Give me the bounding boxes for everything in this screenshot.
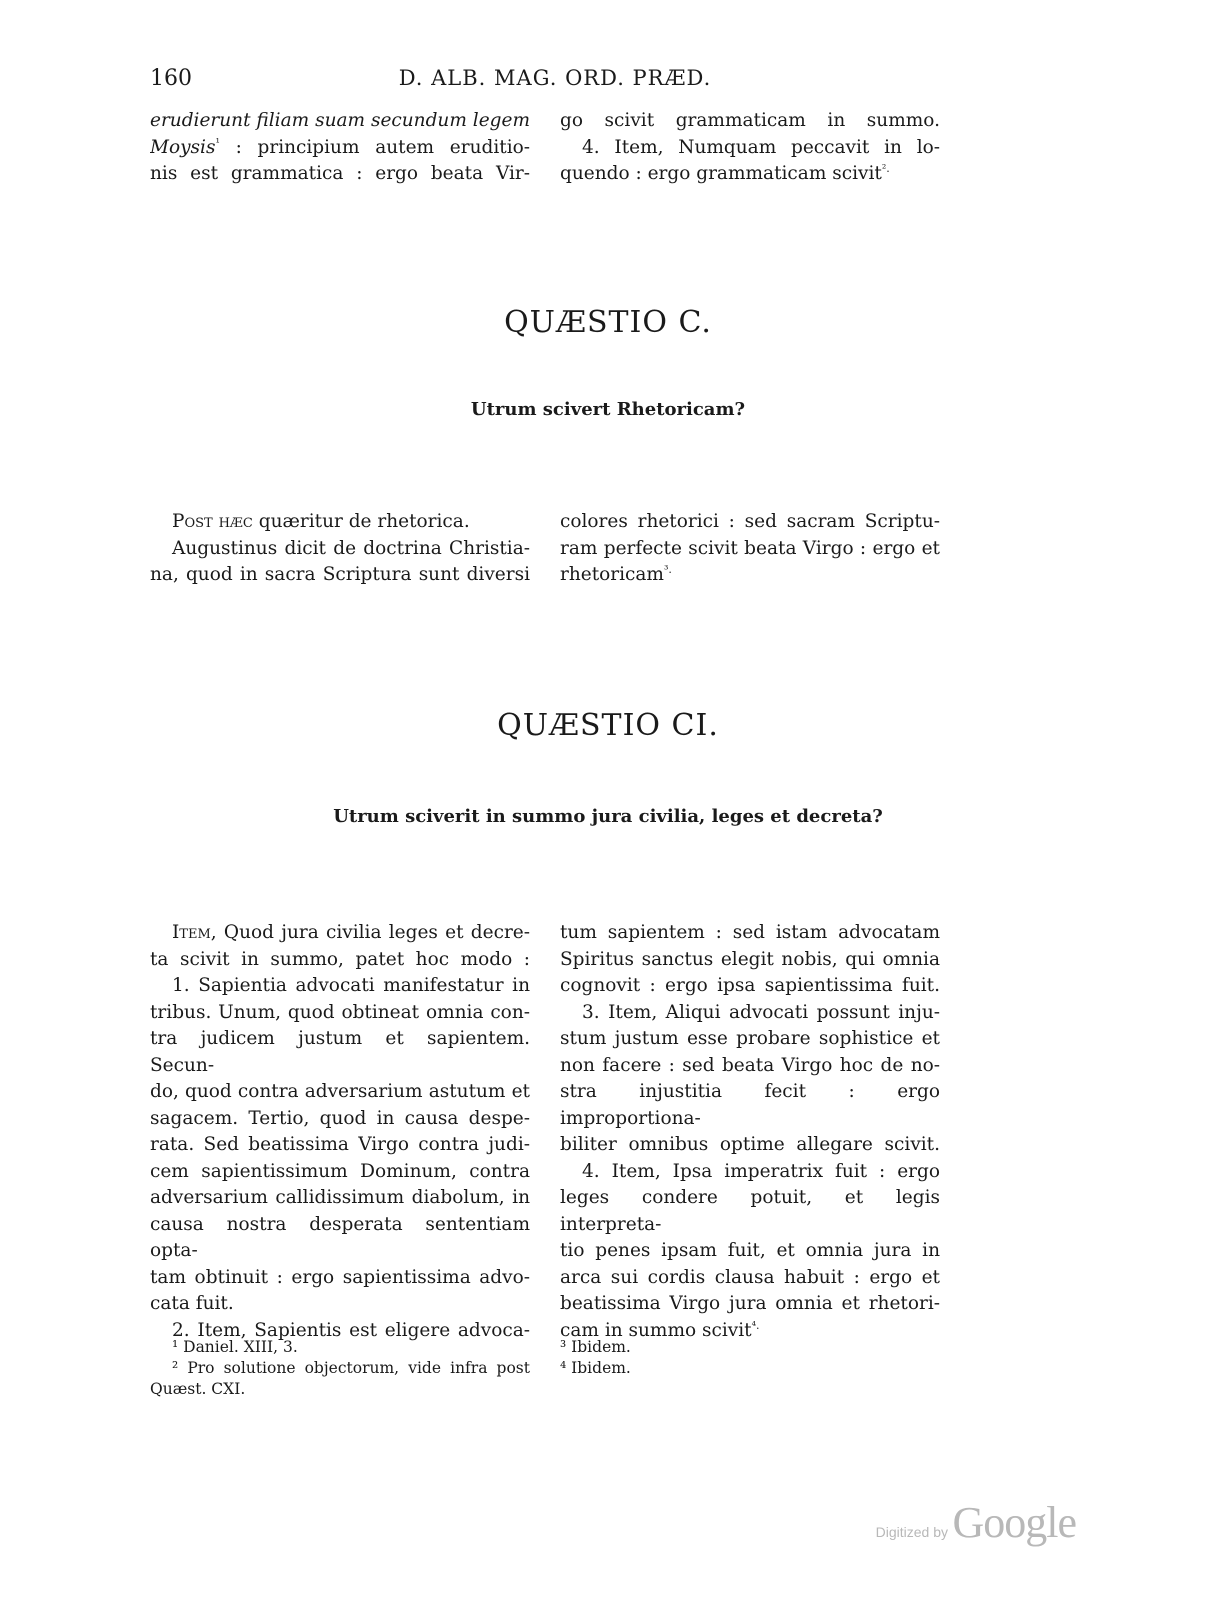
text-line: tam obtinuit : ergo sapientissima advo- bbox=[150, 1266, 530, 1288]
text-line: causa nostra desperata sententiam opta- bbox=[150, 1213, 530, 1261]
text-line: Augustinus dicit de doctrina Christia- bbox=[172, 537, 530, 559]
running-head: D. ALB. MAG. ORD. PRÆD. bbox=[398, 66, 712, 90]
footnote: ² Pro solutione objectorum, vide infra post bbox=[172, 1359, 530, 1377]
text-line: rhetoricam$^{^3.}$ bbox=[560, 562, 672, 585]
text-line: cognovit : ergo ipsa sapientissima fuit. bbox=[560, 975, 940, 996]
text-line: stum justum esse probare sophistice et bbox=[560, 1028, 940, 1049]
text-line: tio penes ipsam fuit, et omnia jura in bbox=[560, 1240, 940, 1261]
text-line: Post hæc quæritur de rhetorica. bbox=[172, 511, 470, 532]
footnote: ³ Ibidem. bbox=[560, 1338, 631, 1356]
question-subtitle: Utrum scivert Rhetoricam? bbox=[470, 399, 746, 420]
text-line: beatissima Virgo jura omnia et rhetori- bbox=[560, 1293, 940, 1314]
text-line: 1. Sapientia advocati manifestatur in bbox=[172, 975, 530, 996]
text-line: go scivit grammaticam in summo. bbox=[560, 110, 940, 131]
text-line: arca sui cordis clausa habuit : ergo et bbox=[560, 1266, 940, 1288]
text-line: tum sapientem : sed istam advocatam bbox=[560, 922, 940, 943]
text-line: 4. Item, Ipsa imperatrix fuit : ergo bbox=[582, 1160, 940, 1182]
footnote: ⁴ Ibidem. bbox=[560, 1359, 631, 1377]
continuation-text bbox=[150, 108, 940, 190]
footnotes-right bbox=[560, 1337, 860, 1379]
footnotes-left bbox=[150, 1337, 530, 1400]
question-subtitle: Utrum sciverit in summo jura civilia, leges et decreta? bbox=[333, 806, 883, 827]
text-line: 3. Item, Aliqui advocati possunt inju- bbox=[582, 1001, 940, 1023]
text-line: rata. Sed beatissima Virgo contra judi- bbox=[150, 1134, 530, 1155]
google-watermark bbox=[876, 1497, 1076, 1548]
text-line: tribus. Unum, quod obtineat omnia con- bbox=[150, 1001, 530, 1023]
footnote-marker: ³. bbox=[663, 562, 672, 576]
question-title: QUÆSTIO C. bbox=[504, 305, 712, 340]
text-line: ta scivit in summo, patet hoc modo : bbox=[150, 948, 530, 970]
footnote-marker: ⁴. bbox=[751, 1318, 760, 1332]
text-line: cam in summo scivit$^{^4.}$ bbox=[560, 1318, 760, 1341]
page-number: 160 bbox=[150, 66, 192, 91]
text-line: cem sapientissimum Dominum, contra bbox=[150, 1160, 530, 1182]
text-line: erudierunt filiam suam secundum legem bbox=[150, 110, 530, 131]
text-line: cata fuit. bbox=[150, 1293, 234, 1314]
footnote-marker: ². bbox=[881, 161, 890, 175]
google-logo: Google bbox=[952, 1498, 1076, 1547]
text-line: sagacem. Tertio, quod in causa despe- bbox=[150, 1107, 530, 1129]
text-line: leges condere potuit, et legis interpreta- bbox=[560, 1187, 940, 1235]
continuation-left-column bbox=[150, 108, 530, 188]
text-line: Spiritus sanctus elegit nobis, qui omnia bbox=[560, 948, 940, 970]
text-line: colores rhetorici : sed sacram Scriptu- bbox=[560, 511, 940, 532]
text-line: adversarium callidissimum diabolum, in bbox=[150, 1187, 530, 1208]
text-line: 2. Item, Sapientis est eligere advoca- bbox=[172, 1319, 530, 1341]
text-line: stra injustitia fecit : ergo improportiona- bbox=[560, 1081, 940, 1129]
continuation-right-column bbox=[560, 108, 940, 188]
question-c-left-column bbox=[150, 509, 530, 589]
footnote: Quæst. CXI. bbox=[150, 1380, 246, 1398]
question-ci-text bbox=[150, 920, 940, 1341]
text-line: quendo : ergo grammaticam scivit$^{^2.}$ bbox=[560, 161, 890, 184]
text-line: na, quod in sacra Scriptura sunt diversi bbox=[150, 564, 530, 585]
text-line: nis est grammatica : ergo beata Vir- bbox=[150, 163, 530, 184]
text-line: non facere : sed beata Virgo hoc de no- bbox=[560, 1054, 940, 1076]
page-header bbox=[150, 66, 960, 96]
text-line: biliter omnibus optime allegare scivit. bbox=[560, 1134, 940, 1155]
watermark-by: Digitized by bbox=[875, 1524, 949, 1540]
question-ci-right-column bbox=[560, 920, 940, 1344]
text-line: do, quod contra adversarium astutum et bbox=[150, 1081, 530, 1102]
footnote: ¹ Daniel. XIII, 3. bbox=[172, 1338, 298, 1356]
question-ci-left-column bbox=[150, 920, 530, 1344]
footnote-marker: ¹ bbox=[215, 135, 220, 149]
question-c-text bbox=[150, 509, 940, 591]
text-line: ram perfecte scivit beata Virgo : ergo et bbox=[560, 537, 940, 559]
text-line: 4. Item, Numquam peccavit in lo- bbox=[582, 136, 940, 158]
text-line: tra judicem justum et sapientem. Secun- bbox=[150, 1028, 530, 1076]
question-c-right-column bbox=[560, 509, 940, 589]
question-title: QUÆSTIO CI. bbox=[497, 708, 719, 743]
text-line: Item, Quod jura civilia leges et decre- bbox=[172, 922, 530, 943]
text-line: Moysis$^{^1}$ : principium autem eruditio- bbox=[150, 135, 530, 158]
